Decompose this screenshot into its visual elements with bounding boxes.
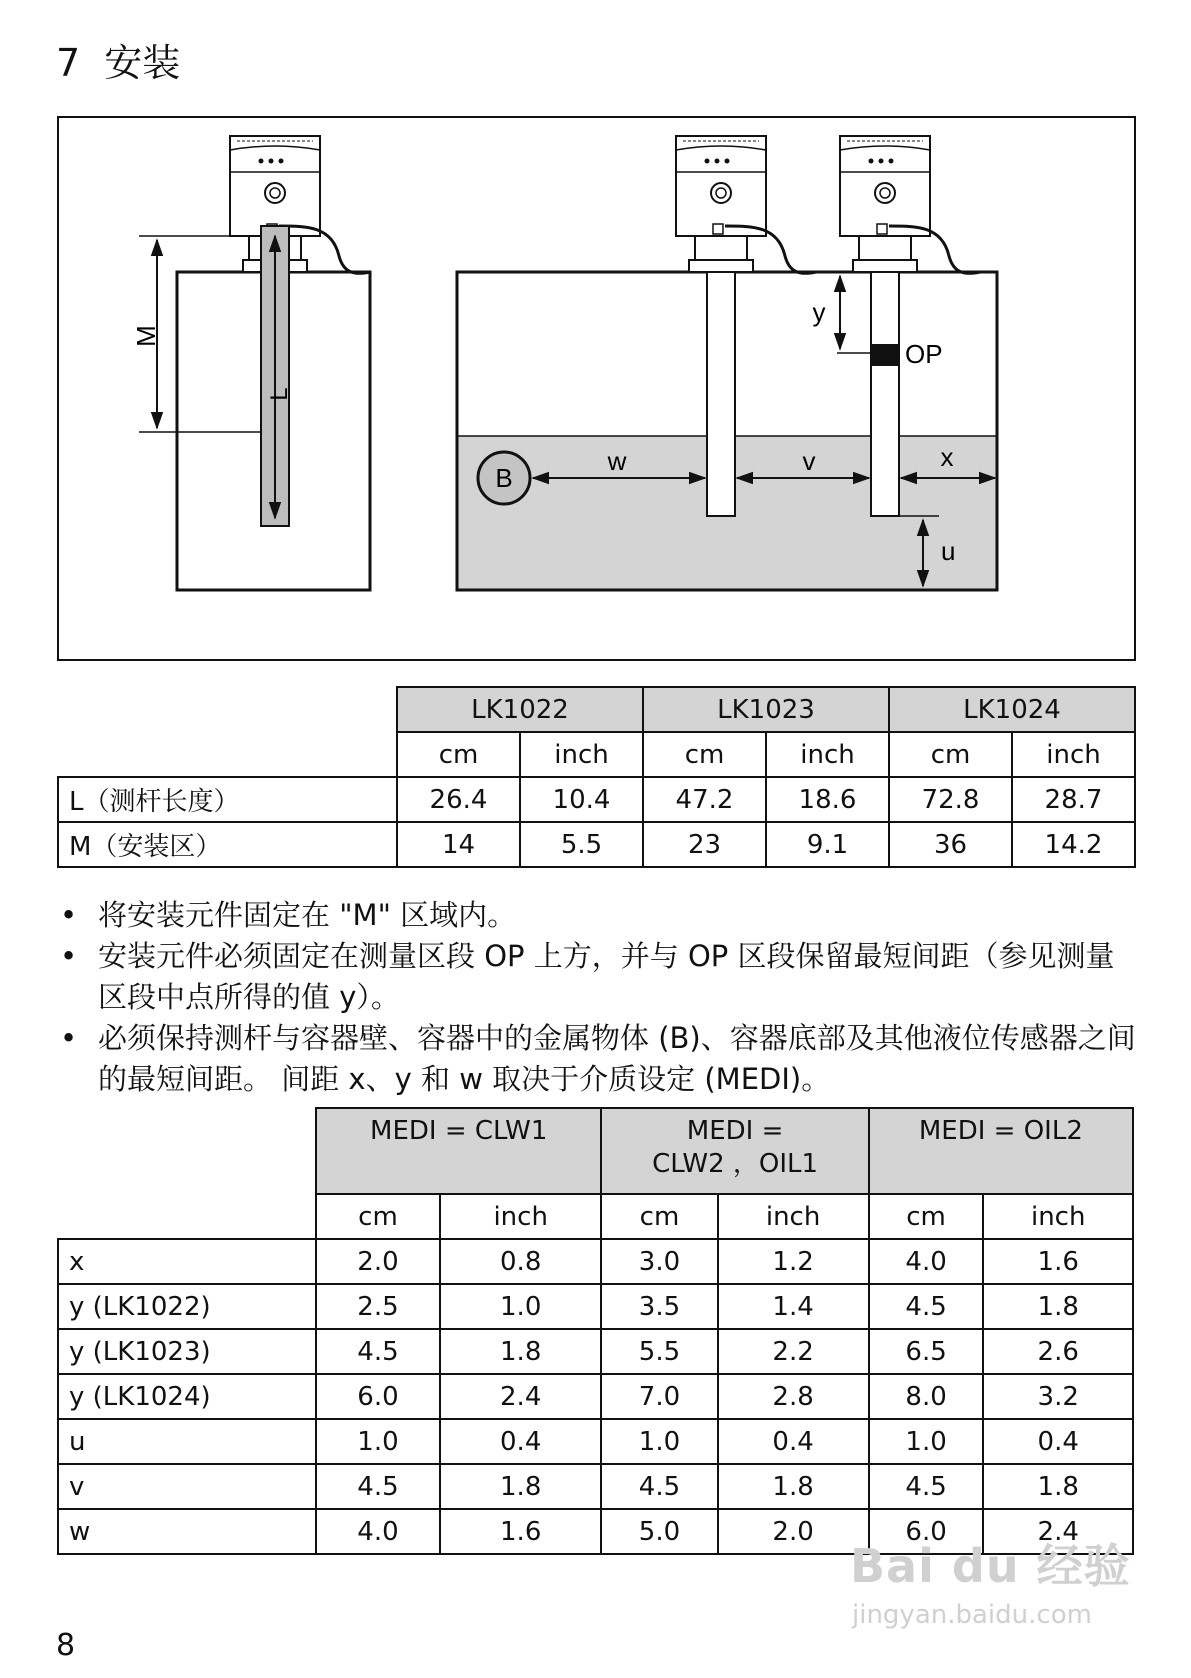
unit-header: cm: [316, 1194, 440, 1239]
unit-header: cm: [869, 1194, 984, 1239]
table-cell: 2.8: [718, 1374, 869, 1419]
installation-diagram: [57, 116, 1136, 661]
unit-header: cm: [601, 1194, 717, 1239]
row-label: v: [58, 1464, 316, 1509]
table-row: [58, 1419, 1133, 1464]
watermark-brand: Bai du 经验: [850, 1539, 1131, 1593]
table-cell: 4.0: [316, 1509, 440, 1554]
table-cell: 4.5: [869, 1284, 984, 1329]
unit-header: inch: [520, 732, 643, 777]
distance-table: [57, 1107, 1134, 1555]
table-cell: 6.5: [869, 1329, 984, 1374]
dim-label-x: x: [940, 442, 954, 472]
dim-label-u: u: [941, 536, 956, 566]
table-cell: 47.2: [643, 777, 766, 822]
table-cell: 2.5: [316, 1284, 440, 1329]
table-cell: 1.0: [316, 1419, 440, 1464]
table-cell: 28.7: [1012, 777, 1135, 822]
table-cell: 3.0: [601, 1239, 717, 1284]
model-header-lk1024: LK1024: [889, 687, 1135, 732]
table-cell: 2.2: [718, 1329, 869, 1374]
middle-sensor-head: [676, 136, 766, 236]
row-label: x: [58, 1239, 316, 1284]
table-cell: 36: [889, 822, 1012, 867]
unit-header: inch: [766, 732, 889, 777]
row-label: y (LK1024): [58, 1374, 316, 1419]
table-cell: 8.0: [869, 1374, 984, 1419]
table-cell: 1.2: [718, 1239, 869, 1284]
table-cell: 0.4: [718, 1419, 869, 1464]
list-item: • 必须保持测杆与容器壁、容器中的金属物体 (B)、容器底部及其他液位传感器之间的最短间距。 间距 x、y 和 w 取决于介质设定 (MEDI)。: [58, 1018, 1138, 1100]
model-header-lk1023: LK1023: [643, 687, 889, 732]
table-cell: 10.4: [520, 777, 643, 822]
dim-label-w: w: [607, 446, 627, 476]
table-cell: 6.0: [316, 1374, 440, 1419]
table-cell: 5.0: [601, 1509, 717, 1554]
table-row: [58, 822, 1135, 867]
dim-label-v: v: [802, 446, 816, 476]
unit-header: cm: [397, 732, 520, 777]
section-title: 安装: [104, 41, 181, 85]
row-label: y (LK1023): [58, 1329, 316, 1374]
table-cell: 1.0: [869, 1419, 984, 1464]
table-cell: 3.5: [601, 1284, 717, 1329]
table-cell: 1.0: [440, 1284, 602, 1329]
dim-label-y: y: [812, 297, 826, 327]
table-cell: 14.2: [1012, 822, 1135, 867]
table-cell: 18.6: [766, 777, 889, 822]
section-heading: [56, 41, 181, 85]
table-cell: 1.8: [440, 1464, 602, 1509]
dim-label-l: L: [266, 387, 293, 401]
table-cell: 1.8: [440, 1329, 602, 1374]
row-label: w: [58, 1509, 316, 1554]
table-row: [58, 1374, 1133, 1419]
table-cell: 4.5: [601, 1464, 717, 1509]
unit-header: inch: [983, 1194, 1133, 1239]
table-cell: 72.8: [889, 777, 1012, 822]
table-cell: 1.8: [983, 1464, 1133, 1509]
table-cell: 1.4: [718, 1284, 869, 1329]
table-cell: 1.0: [601, 1419, 717, 1464]
table-cell: 2.6: [983, 1329, 1133, 1374]
table-cell: 14: [397, 822, 520, 867]
right-sensor-head: [840, 136, 930, 236]
table-cell: 1.6: [440, 1509, 602, 1554]
table-cell: 0.8: [440, 1239, 602, 1284]
watermark-url: jingyan.baidu.com: [852, 1600, 1092, 1630]
unit-header: cm: [889, 732, 1012, 777]
table-cell: 2.4: [440, 1374, 602, 1419]
table-cell: 1.8: [983, 1284, 1133, 1329]
row-label: M（安装区）: [58, 822, 397, 867]
table-row: [58, 1329, 1133, 1374]
table-cell: 0.4: [983, 1419, 1133, 1464]
object-label-b: B: [495, 463, 513, 493]
table-cell: 5.5: [601, 1329, 717, 1374]
list-item: • 安装元件必须固定在测量区段 OP 上方，并与 OP 区段保留最短间距（参见测量区段中点所得的值 y）。: [58, 936, 1138, 1018]
op-section-marker: [871, 344, 899, 366]
table-cell: 1.6: [983, 1239, 1133, 1284]
table-cell: 4.0: [869, 1239, 984, 1284]
unit-header: inch: [1012, 732, 1135, 777]
table-row: [58, 1284, 1133, 1329]
model-header-lk1022: LK1022: [397, 687, 643, 732]
medi-header-clw2-oil1: MEDI = CLW2 ，OIL1: [601, 1108, 868, 1194]
table-cell: 2.0: [718, 1509, 869, 1554]
table-cell: 5.5: [520, 822, 643, 867]
page-number: 8: [56, 1628, 76, 1663]
row-label: y (LK1022): [58, 1284, 316, 1329]
table-cell: 0.4: [440, 1419, 602, 1464]
table-cell: 9.1: [766, 822, 889, 867]
medi-header-clw1: MEDI = CLW1: [316, 1108, 601, 1194]
row-label: u: [58, 1419, 316, 1464]
table-cell: 2.0: [316, 1239, 440, 1284]
table-cell: 4.5: [316, 1464, 440, 1509]
installation-notes: [58, 895, 1138, 1100]
table-cell: 2.4: [983, 1509, 1133, 1554]
table-cell: 23: [643, 822, 766, 867]
medi-header-oil2: MEDI = OIL2: [869, 1108, 1133, 1194]
section-number: 7: [56, 41, 81, 85]
unit-header: inch: [718, 1194, 869, 1239]
table-row: [58, 1464, 1133, 1509]
left-sensor-head: [230, 136, 320, 236]
table-cell: 1.8: [718, 1464, 869, 1509]
dim-label-m: M: [131, 325, 161, 347]
table-cell: 4.5: [316, 1329, 440, 1374]
table-row: [58, 1239, 1133, 1284]
table-cell: 3.2: [983, 1374, 1133, 1419]
row-label: L（测杆长度）: [58, 777, 397, 822]
unit-header: cm: [643, 732, 766, 777]
table-row: [58, 777, 1135, 822]
list-item: • 将安装元件固定在 "M" 区域内。: [58, 895, 1138, 936]
op-label: OP: [905, 339, 943, 369]
table-cell: 7.0: [601, 1374, 717, 1419]
table-cell: 4.5: [869, 1464, 984, 1509]
table-cell: 6.0: [869, 1509, 984, 1554]
table-cell: 26.4: [397, 777, 520, 822]
unit-header: inch: [440, 1194, 602, 1239]
probe-length-table: [57, 686, 1136, 868]
